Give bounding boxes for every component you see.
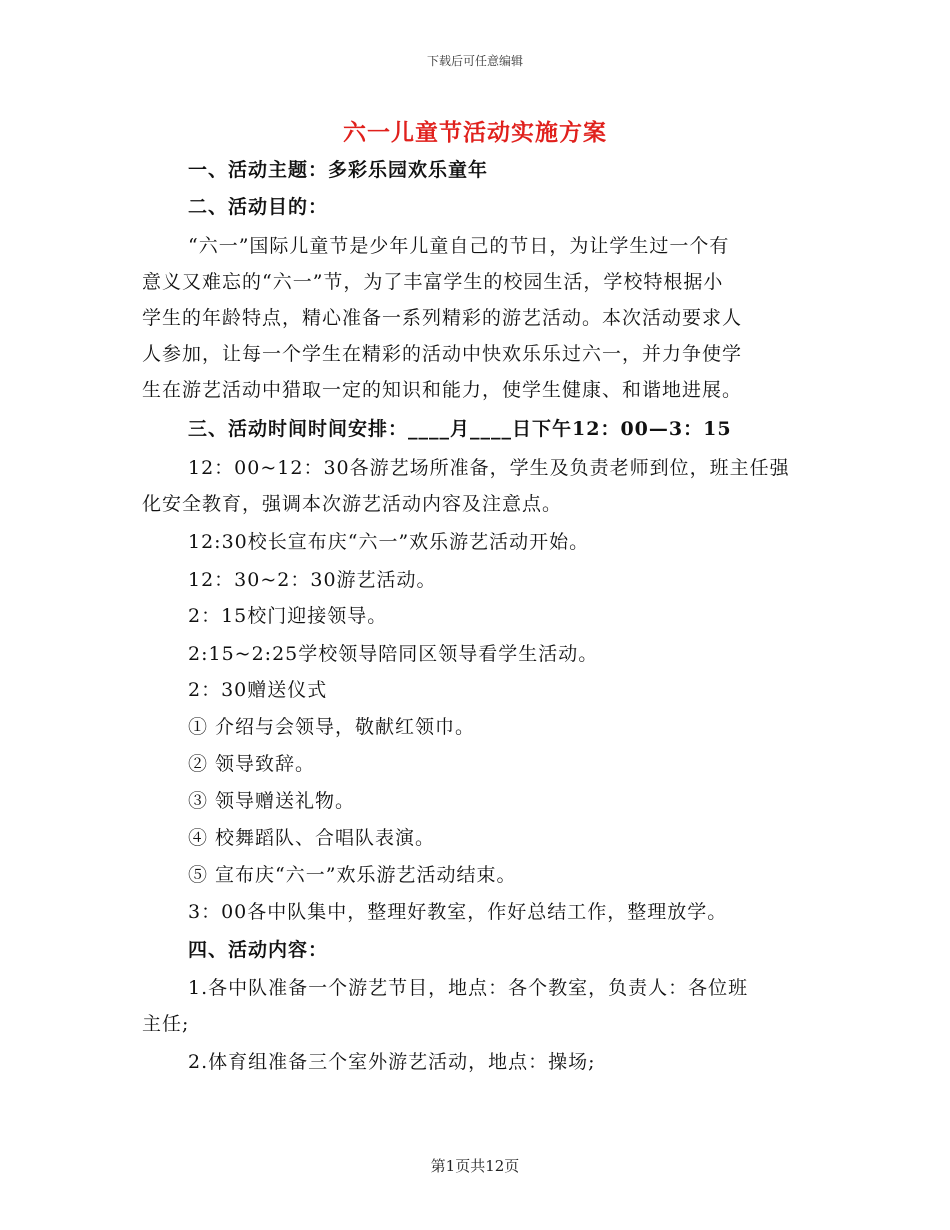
ceremony-item: ② 领导致辞。 — [188, 753, 316, 775]
section-heading-theme: 一、活动主题：多彩乐园欢乐童年 — [188, 159, 489, 181]
schedule-line: 2：15校门迎接领导。 — [188, 605, 388, 627]
schedule-line: 12:30校长宣布庆“六一”欢乐游艺活动开始。 — [188, 531, 590, 553]
page-footer-number: 第1页共12页 — [430, 1157, 520, 1175]
schedule-line: 2：30赠送仪式 — [188, 679, 328, 701]
content-item: 1.各中队准备一个游艺节目，地点：各个教室，负责人：各位班 — [188, 977, 749, 999]
schedule-line: 2:15~2:25学校领导陪同区领导看学生活动。 — [188, 643, 599, 665]
document-title: 六一儿童节活动实施方案 — [343, 119, 607, 146]
ceremony-item: ⑤ 宣布庆“六一”欢乐游艺活动结束。 — [188, 864, 517, 886]
schedule-line: 12：00~12：30各游艺场所准备，学生及负责老师到位，班主任强 — [188, 457, 790, 479]
section-heading-content: 四、活动内容： — [188, 939, 329, 961]
ceremony-item: ③ 领导赠送礼物。 — [188, 790, 356, 812]
content-item: 主任; — [142, 1013, 190, 1035]
page-header-note: 下载后可任意编辑 — [426, 54, 523, 68]
schedule-line: 3：00各中队集中，整理好教室，作好总结工作，整理放学。 — [188, 901, 728, 923]
paragraph-line: 意义又难忘的“六一”节，为了丰富学生的校园生活，学校特根据小 — [142, 271, 724, 293]
section-heading-purpose: 二、活动目的： — [188, 196, 329, 218]
ceremony-item: ① 介绍与会领导，敬献红领巾。 — [188, 716, 476, 738]
content-item: 2.体育组准备三个室外游艺活动，地点：操场; — [188, 1051, 596, 1073]
paragraph-line: “六一”国际儿童节是少年儿童自己的节日，为让学生过一个有 — [188, 235, 730, 257]
section-heading-schedule: 三、活动时间时间安排：____月____日下午12：00—3：15 — [188, 418, 732, 440]
schedule-line: 12：30~2：30游艺活动。 — [188, 569, 437, 591]
ceremony-item: ④ 校舞蹈队、合唱队表演。 — [188, 827, 436, 849]
paragraph-line: 学生的年龄特点，精心准备一系列精彩的游艺活动。本次活动要求人 — [142, 307, 743, 329]
paragraph-line: 人参加，让每一个学生在精彩的活动中快欢乐乐过六一，并力争使学 — [142, 343, 743, 365]
paragraph-line: 生在游艺活动中猎取一定的知识和能力，使学生健康、和谐地进展。 — [142, 379, 743, 401]
schedule-line: 化安全教育，强调本次游艺活动内容及注意点。 — [142, 493, 563, 515]
